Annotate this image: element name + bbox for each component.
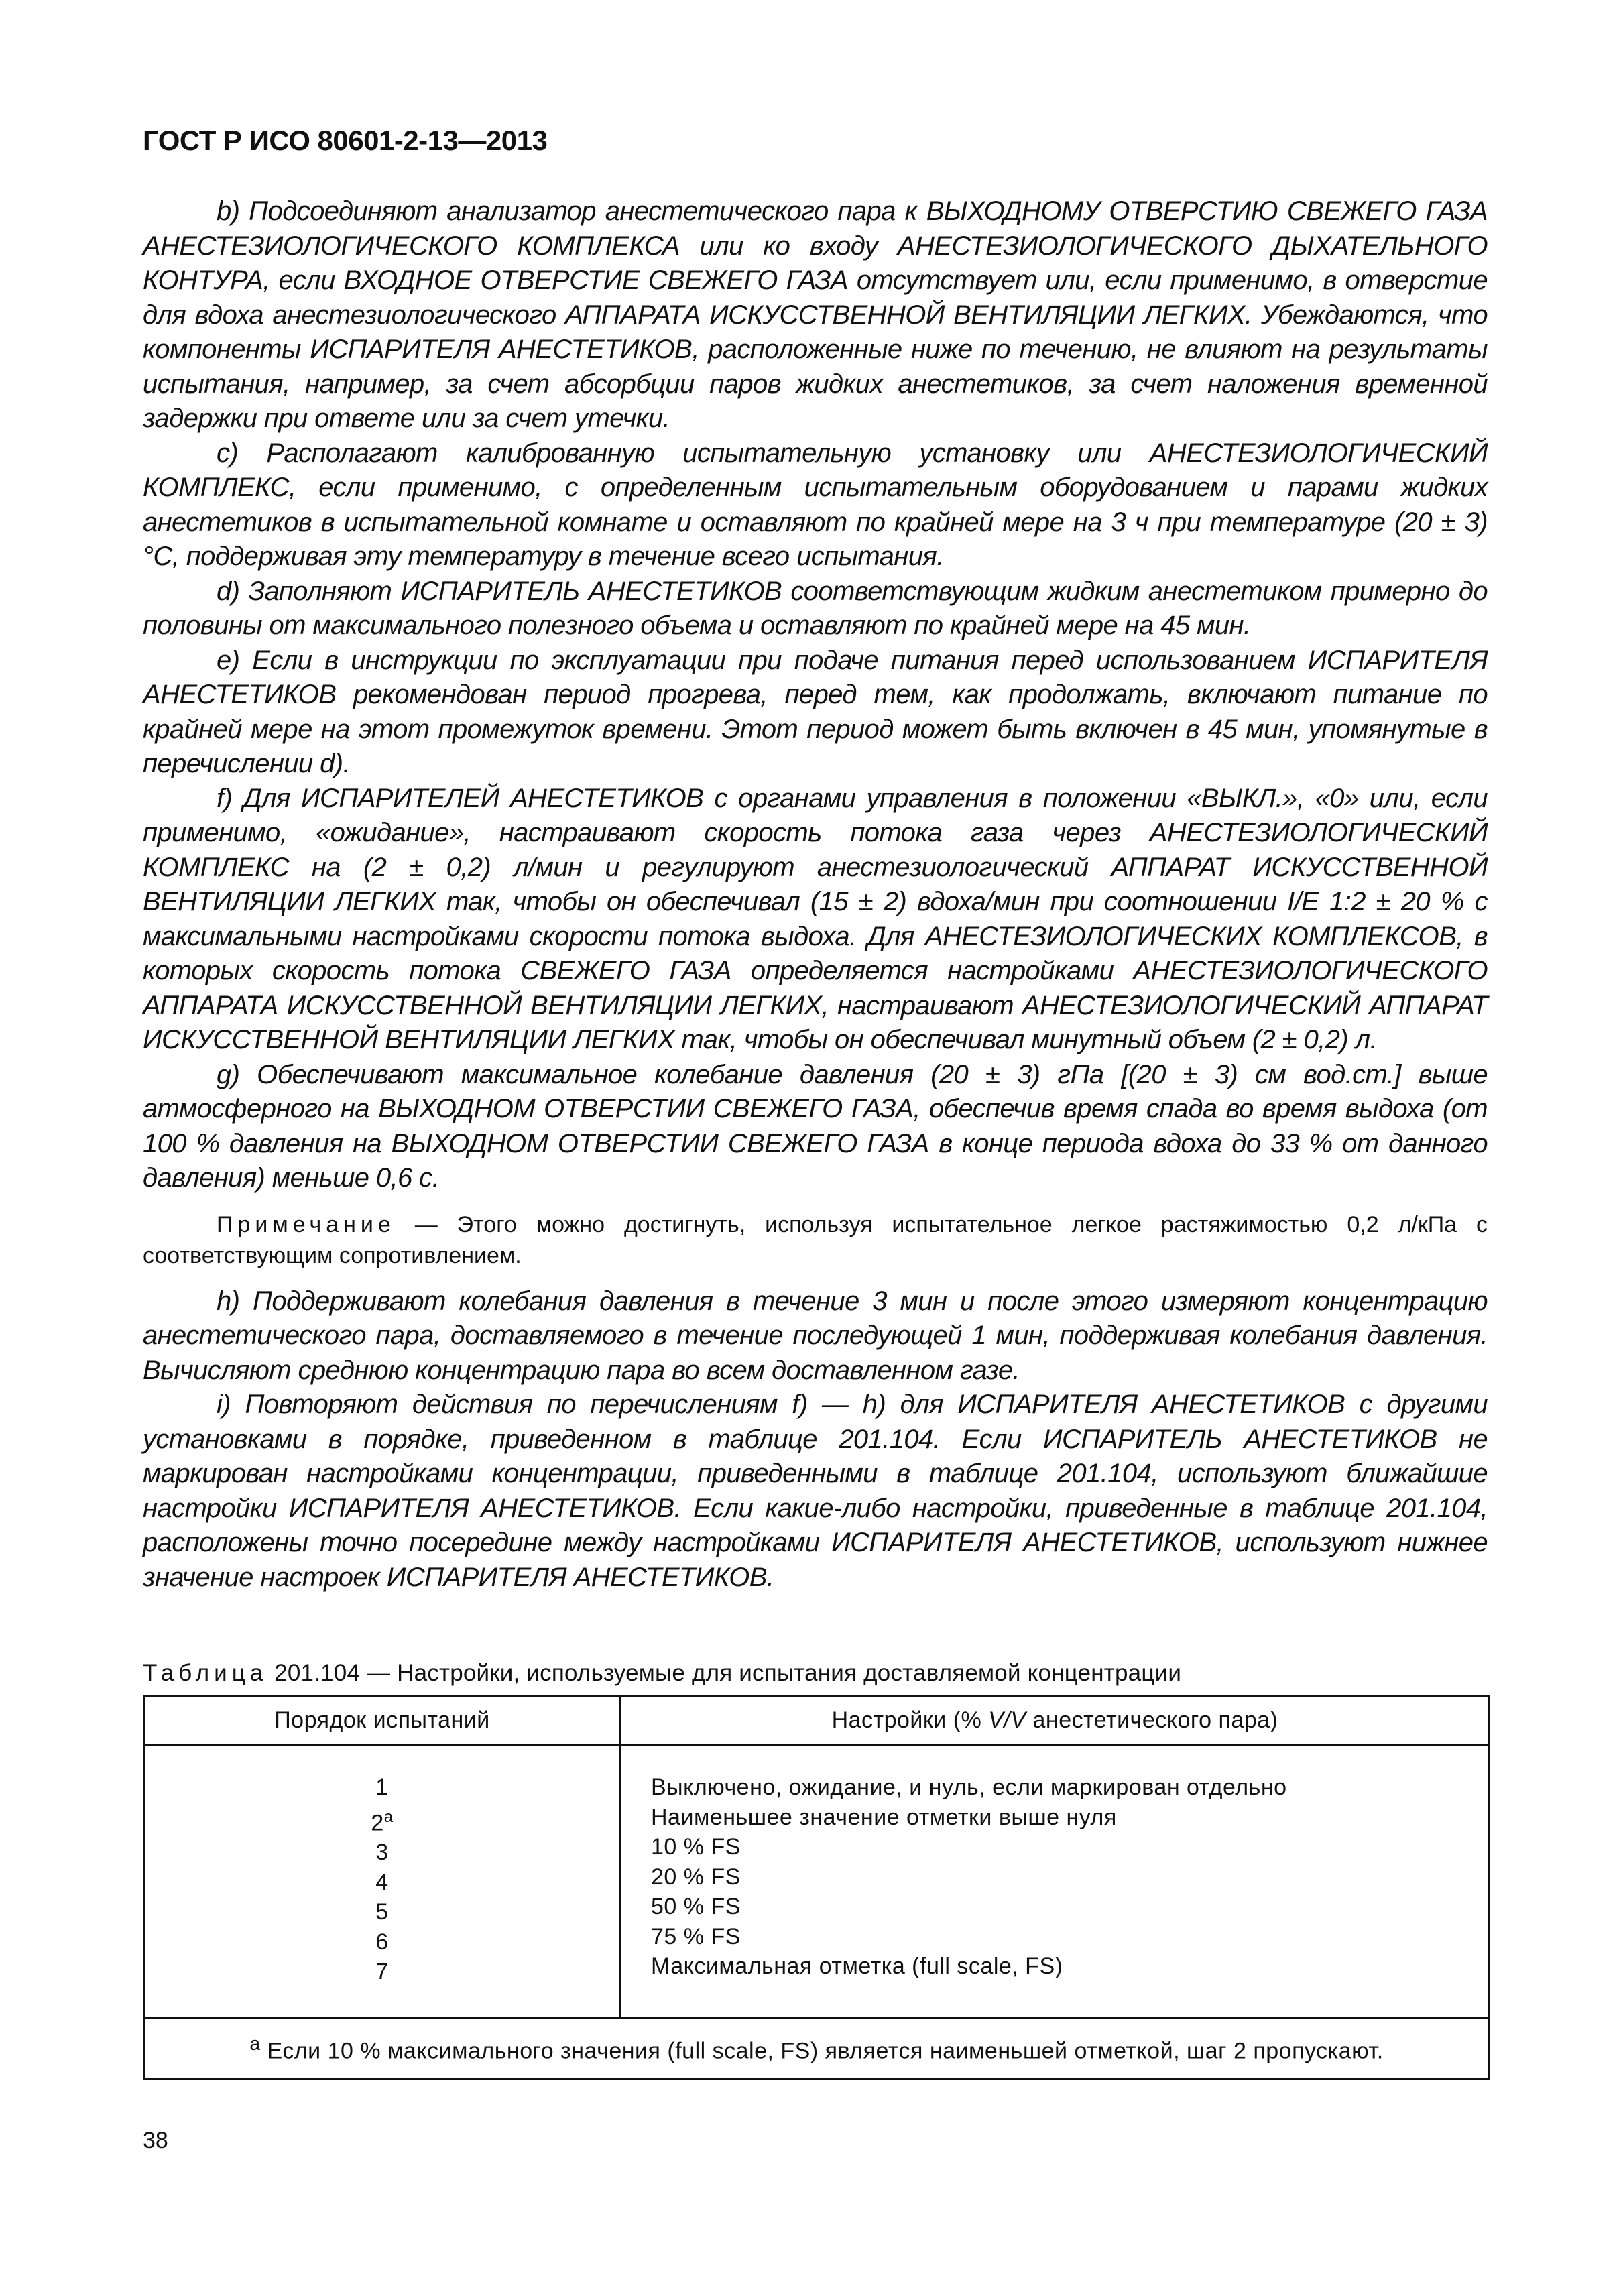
header-settings-post: анестетического пара) <box>1026 1707 1278 1733</box>
order-number: 6 <box>375 1929 389 1955</box>
order-item <box>145 1927 619 1957</box>
paragraph-d: d) Заполняют ИСПАРИТЕЛЬ АНЕСТЕТИКОВ соответствующим жидким анестетиком примерно до половины от максимального полезного объема и оставляют по крайней мере на 45 мин. <box>143 576 1488 640</box>
page-header: ГОСТ Р ИСО 80601-2-13—2013 <box>143 125 548 156</box>
page-number: 38 <box>143 2128 168 2153</box>
table-caption-label: Таблица <box>143 1660 268 1686</box>
setting-item: 20 % FS <box>651 1864 741 1890</box>
settings-cell <box>621 1745 1490 2018</box>
order-item <box>145 1837 619 1868</box>
order-item <box>145 1772 619 1803</box>
document-body <box>143 194 1488 1595</box>
setting-item: 50 % FS <box>651 1894 741 1919</box>
setting-item: 75 % FS <box>651 1923 741 1949</box>
table-footnote-row <box>144 2018 1490 2079</box>
order-number: 4 <box>375 1869 389 1895</box>
header-settings-unit: V/V <box>988 1707 1026 1733</box>
setting-item: Выключено, ожидание, и нуль, если маркирован отдельно <box>651 1774 1287 1800</box>
settings-table <box>143 1695 1490 2080</box>
paragraph-i: i) Повторяют действия по перечислениям f) — h) для ИСПАРИТЕЛЯ АНЕСТЕТИКОВ с другими установками в порядке, приведенном в таблице 201.104. Если ИСПАРИТЕЛЬ АНЕСТЕТИКОВ не маркирован настройками концентрации, приведенными в таблице 201.104, используют ближайшие настройки ИСПАРИТЕЛЯ АНЕСТЕТИКОВ. Если какие-либо настройки, приведенные в таблице 201.104, расположены точно посередине между настройками ИСПАРИТЕЛЯ АНЕСТЕТИКОВ, используют нижнее значение настроек ИСПАРИТЕЛЯ АНЕСТЕТИКОВ. <box>143 1390 1488 1592</box>
table-footnote <box>144 2018 1490 2079</box>
order-number: 5 <box>375 1899 389 1925</box>
paragraph-b: b) Подсоединяют анализатор анестетического пара к ВЫХОДНОМУ ОТВЕРСТИЮ СВЕЖЕГО ГАЗА АНЕСТЕЗИОЛОГИЧЕСКОГО КОМПЛЕКСА или ко входу АНЕСТЕЗИОЛОГИЧЕСКОГО ДЫХАТЕЛЬНОГО КОНТУРА, если ВХОДНОЕ ОТВЕРСТИЕ СВЕЖЕГО ГАЗА отсутствует или, если применимо, в отверстие для вдоха анестезиологического АППАРАТА ИСКУССТВЕННОЙ ВЕНТИЛЯЦИИ ЛЕГКИХ. Убеждаются, что компоненты ИСПАРИТЕЛЯ АНЕСТЕТИКОВ, расположенные ниже по течению, не влияют на результаты испытания, например, за счет абсорбции паров жидких анестетиков, за счет наложения временной задержки при ответе или за счет утечки. <box>143 196 1488 433</box>
setting-item: Максимальная отметка (full scale, FS) <box>651 1953 1063 1979</box>
header-settings-pre: Настройки (% <box>831 1707 989 1733</box>
order-item <box>145 1897 619 1927</box>
note <box>143 1209 1488 1271</box>
paragraph-g: g) Обеспечивают максимальное колебание давления (20 ± 3) гПа [(20 ± 3) см вод.ст.] выше атмосферного на ВЫХОДНОМ ОТВЕРСТИИ СВЕЖЕГО ГАЗА, обеспечив время спада во время выдоха (от 100 % давления на ВЫХОДНОМ ОТВЕРСТИИ СВЕЖЕГО ГАЗА в конце периода вдоха до 33 % от данного давления) меньше 0,6 с. <box>143 1059 1488 1193</box>
setting-item: Наименьшее значение отметки выше нуля <box>651 1804 1117 1830</box>
table-caption-text: 201.104 — Настройки, используемые для испытания доставляемой концентрации <box>267 1660 1182 1686</box>
order-item <box>145 1803 619 1838</box>
paragraph-h: h) Поддерживают колебания давления в течение 3 мин и после этого измеряют концентрацию анестетического пара, доставляемого в течение последующей 1 мин, поддерживая колебания давления. Вычисляют среднюю концентрацию пара во всем доставленном газе. <box>143 1286 1488 1385</box>
table-header-row <box>144 1696 1490 1745</box>
order-list <box>145 1746 619 1987</box>
note-text: — Этого можно достигнуть, используя испытательное легкое растяжимостью 0,2 л/кПа с соответствующим сопротивлением. <box>143 1211 1488 1268</box>
settings-list <box>621 1746 1488 1982</box>
table-caption <box>143 1660 1181 1687</box>
order-item <box>145 1868 619 1898</box>
note-label: Примечание <box>217 1211 396 1237</box>
header-order: Порядок испытаний <box>144 1696 621 1745</box>
order-number: 3 <box>375 1839 389 1866</box>
header-settings <box>621 1696 1490 1745</box>
order-number: 1 <box>375 1774 389 1800</box>
paragraph-c: c) Располагают калиброванную испытательную установку или АНЕСТЕЗИОЛОГИЧЕСКИЙ КОМПЛЕКС, если применимо, с определенным испытательным оборудованием и парами жидких анестетиков в испытательной комнате и оставляют по крайней мере на 3 ч при температуре (20 ± 3) °С, поддерживая эту температуру в течение всего испытания. <box>143 438 1488 571</box>
footnote-ref: a <box>383 1807 394 1826</box>
setting-item: 10 % FS <box>651 1834 741 1860</box>
order-number: 2 <box>371 1809 384 1835</box>
paragraph-f: f) Для ИСПАРИТЕЛЕЙ АНЕСТЕТИКОВ с органами управления в положении «ВЫКЛ.», «0» или, если применимо, «ожидание», настраивают скорость потока газа через АНЕСТЕЗИОЛОГИЧЕСКИЙ КОМПЛЕКС на (2 ± 0,2) л/мин и регулируют анестезиологический АППАРАТ ИСКУССТВЕННОЙ ВЕНТИЛЯЦИИ ЛЕГКИХ так, чтобы он обеспечивал (15 ± 2) вдоха/мин при соотношении I/E 1:2 ± 20 % с максимальными настройками скорости потока выдоха. Для АНЕСТЕЗИОЛОГИЧЕСКИХ КОМПЛЕКСОВ, в которых скорость потока СВЕЖЕГО ГАЗА определяется настройками АНЕСТЕЗИОЛОГИЧЕСКОГО АППАРАТА ИСКУССТВЕННОЙ ВЕНТИЛЯЦИИ ЛЕГКИХ, настраивают АНЕСТЕЗИОЛОГИЧЕСКИЙ АППАРАТ ИСКУССТВЕННОЙ ВЕНТИЛЯЦИИ ЛЕГКИХ так, чтобы он обеспечивал минутный объем (2 ± 0,2) л. <box>143 783 1488 1054</box>
order-number: 7 <box>375 1959 389 1985</box>
order-item <box>145 1957 619 1987</box>
order-cell <box>144 1745 621 2018</box>
footnote-text: Если 10 % максимального значения (full scale, FS) является наименьшей отметкой, шаг 2 пропускают. <box>260 2038 1384 2064</box>
paragraph-e: e) Если в инструкции по эксплуатации при подаче питания перед использованием ИСПАРИТЕЛЯ АНЕСТЕТИКОВ рекомендован период прогрева, перед тем, как продолжать, включают питание по крайней мере на этот промежуток времени. Этот период может быть включен в 45 мин, упомянутые в перечислении d). <box>143 645 1488 778</box>
table-body-row <box>144 1745 1490 2018</box>
footnote-marker: a <box>249 2033 261 2055</box>
